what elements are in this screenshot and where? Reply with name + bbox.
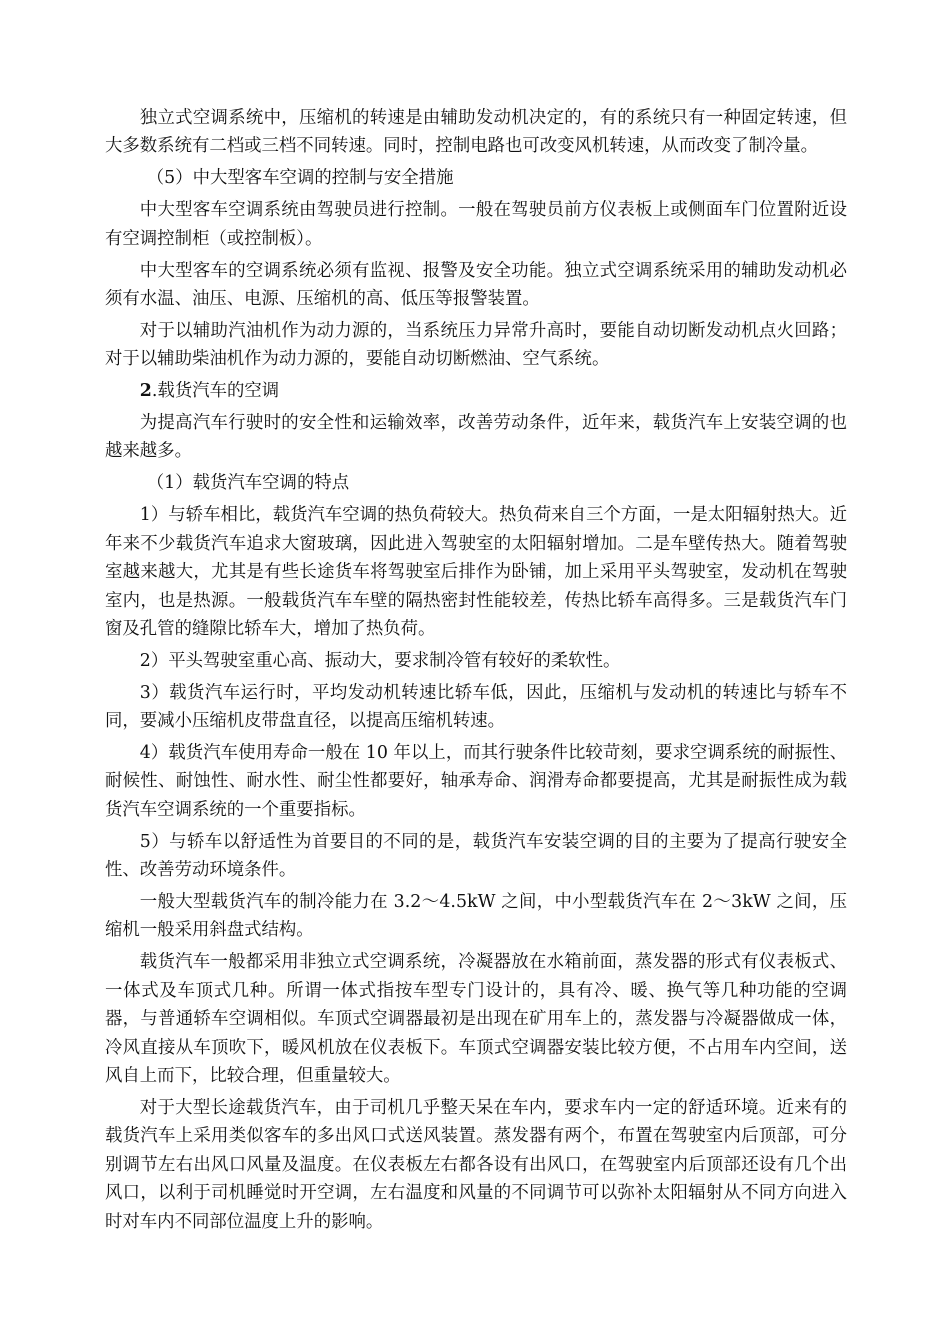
section-heading-text: .载货汽车的空调 bbox=[151, 381, 280, 402]
subheading-truck-ac-features: （1）载货汽车空调的特点 bbox=[146, 473, 350, 494]
paragraph-feature-3-speed-ratio: 3）载货汽车运行时，平均发动机转速比轿车低，因此，压缩机与发动机的转速比与轿车不同，要减小压缩机皮带盘直径，以提高压缩机转速。 bbox=[105, 682, 847, 732]
paragraph-evaporator-types: 载货汽车一般都采用非独立式空调系统，冷凝器放在水箱前面，蒸发器的形式有仪表板式、一体式及车顶式几种。所谓一体式指按车型专门设计的，具有冷、暖、换气等几种功能的空调器，与普通轿车空调相似。车顶式空调器最初是出现在矿用车上的，蒸发器与冷凝器做成一体，冷风直接从车顶吹下，暖风机放在仪表板下。车顶式空调器安装比较方便，不占用车内空间，送风自上而下，比较合理，但重量较大。 bbox=[105, 952, 847, 1086]
paragraph-feature-2-vibration: 2）平头驾驶室重心高、振动大，要求制冷管有较好的柔软性。 bbox=[139, 650, 621, 671]
paragraph-long-haul-trucks: 对于大型长途载货汽车，由于司机几乎整天呆在车内，要求车内一定的舒适环境。近来有的载货汽车上采用类似客车的多出风口式送风装置。蒸发器有两个，布置在驾驶室内后顶部，可分别调节左右出风口风量及温度。在仪表板左右都各设有出风口，在驾驶室内后顶部还设有几个出风口，以利于司机睡觉时开空调，左右温度和风量的不同调节可以弥补太阳辐射从不同方向进入时对车内不同部位温度上升的影响。 bbox=[105, 1097, 847, 1232]
paragraph-auto-cutoff: 对于以辅助汽油机作为动力源的，当系统压力异常升高时，要能自动切断发动机点火回路；对于以辅助柴油机作为动力源的，要能自动切断燃油、空气系统。 bbox=[105, 320, 847, 370]
paragraph-feature-1-heat-load: 1）与轿车相比，载货汽车空调的热负荷较大。热负荷来自三个方面，一是太阳辐射热大。近年来不少载货汽车追求大窗玻璃，因此进入驾驶室的太阳辐射增加。二是车壁传热大。随着驾驶室越来越大，尤其是有些长途货车将驾驶室后排作为卧铺，加上采用平头驾驶室，发动机在驾驶室内，也是热源。一般载货汽车车壁的隔热密封性能较差，传热比轿车高得多。三是载货汽车门窗及孔管的缝隙比轿车大，增加了热负荷。 bbox=[105, 505, 847, 639]
paragraph-monitoring-alarm: 中大型客车的空调系统必须有监视、报警及安全功能。独立式空调系统采用的辅助发动机必须有水温、油压、电源、压缩机的高、低压等报警装置。 bbox=[105, 260, 847, 309]
section-heading-number: 2 bbox=[139, 381, 152, 402]
paragraph-independent-compressor: 独立式空调系统中，压缩机的转速是由辅助发动机决定的，有的系统只有一种固定转速，但大多数系统有二档或三档不同转速。同时，控制电路也可改变风机转速，从而改变了制冷量。 bbox=[105, 108, 847, 157]
paragraph-feature-5-safety: 5）与轿车以舒适性为首要目的不同的是，载货汽车安装空调的目的主要为了提高行驶安全性、改善劳动环境条件。 bbox=[105, 831, 847, 881]
subheading-bus-ac-control-safety: （5）中大型客车空调的控制与安全措施 bbox=[146, 168, 454, 189]
paragraph-cooling-capacity: 一般大型载货汽车的制冷能力在 3.2～4.5kW 之间，中小型载货汽车在 2～3kW 之间，压缩机一般采用斜盘式结构。 bbox=[105, 892, 847, 941]
paragraph-truck-ac-intro: 为提高汽车行驶时的安全性和运输效率，改善劳动条件，近年来，载货汽车上安装空调的也越来越多。 bbox=[105, 413, 847, 462]
paragraph-feature-4-durability: 4）载货汽车使用寿命一般在 10 年以上，而其行驶条件比较苛刻，要求空调系统的耐振性、耐候性、耐蚀性、耐水性、耐尘性都要好，轴承寿命、润滑寿命都要提高，尤其是耐振性成为载货汽车空调系统的一个重要指标。 bbox=[105, 743, 847, 820]
paragraph-driver-control: 中大型客车空调系统由驾驶员进行控制。一般在驾驶员前方仪表板上或侧面车门位置附近设有空调控制柜（或控制板）。 bbox=[105, 200, 847, 249]
section-heading-truck-ac bbox=[105, 377, 847, 405]
document-page bbox=[105, 104, 847, 1239]
